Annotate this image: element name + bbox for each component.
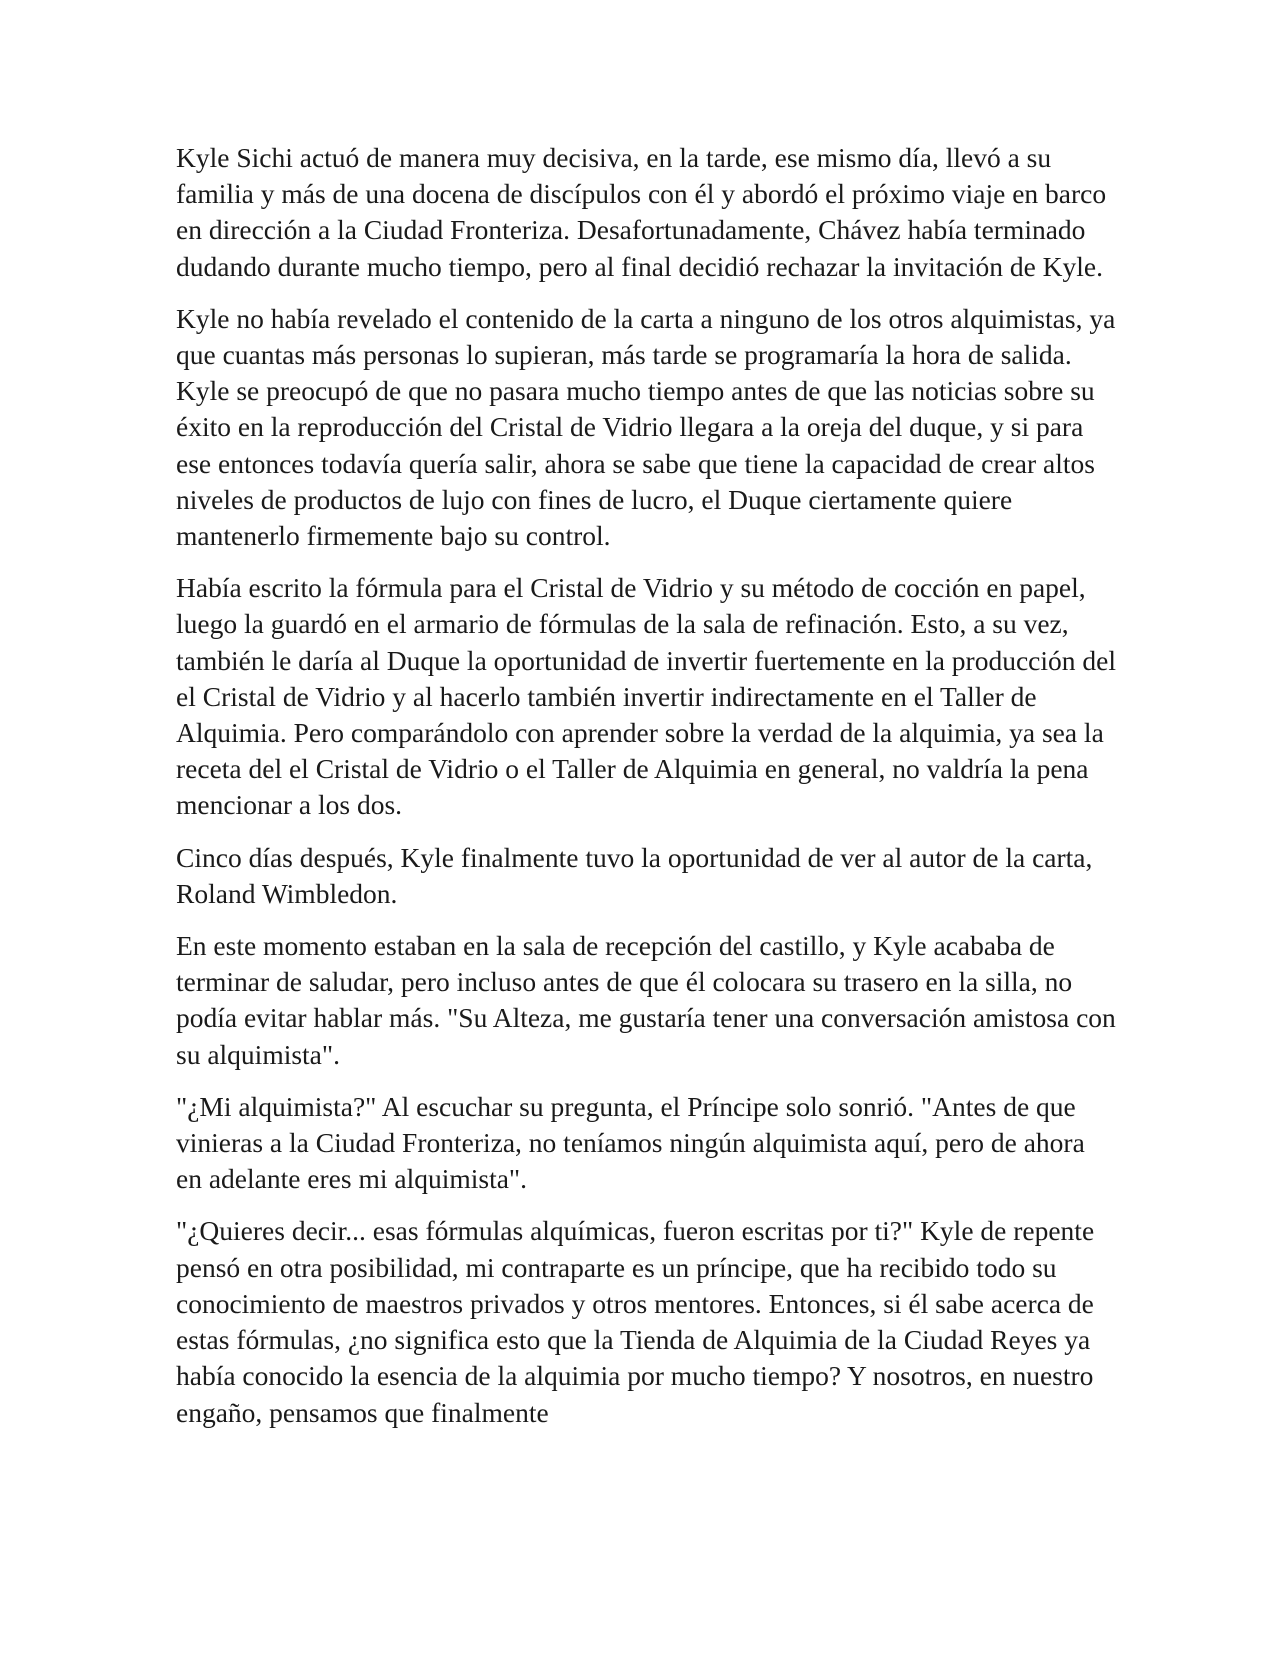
paragraph: Kyle Sichi actuó de manera muy decisiva, en la tarde, ese mismo día, llevó a su familia y más de una docena de discípulos con él y abordó el próximo viaje en barco en dirección a la Ciudad Fronteriza. Desafortunadamente, Chávez había terminado dudando durante mucho tiempo, pero al final decidió rechazar la invitación de Kyle. (176, 142, 1107, 282)
paragraph: Kyle no había revelado el contenido de la carta a ninguno de los otros alquimistas, ya que cuantas más personas lo supieran, más tarde se programaría la hora de salida. Kyle se preocupó de que no pasara mucho tiempo antes de que las noticias sobre su éxito en la reproducción del Cristal de Vidrio llegara a la oreja del duque, y si para ese entonces todavía quería salir, ahora se sabe que tiene la capacidad de crear altos niveles de productos de lujo con fines de lucro, el Duque ciertamente quiere mantenerlo firmemente bajo su control. (176, 302, 1116, 552)
paragraph: Había escrito la fórmula para el Cristal de Vidrio y su método de cocción en papel, luego la guardó en el armario de fórmulas de la sala de refinación. Esto, a su vez, también le daría al Duque la oportunidad de invertir fuertemente en la producción del el Cristal de Vidrio y al hacerlo también invertir indirectamente en el Taller de Alquimia. Pero comparándolo con aprender sobre la verdad de la alquimia, ya sea la receta del el Cristal de Vidrio o el Taller de Alquimia en general, no valdría la pena mencionar a los dos. (176, 572, 1116, 821)
paragraph: En este momento estaban en la sala de recepción del castillo, y Kyle acababa de terminar de saludar, pero incluso antes de que él colocara su trasero en la silla, no podía evitar hablar más. "Su Alteza, me gustaría tener una conversación amistosa con su alquimista". (176, 930, 1116, 1070)
paragraph: "¿Mi alquimista?" Al escuchar su pregunta, el Príncipe solo sonrió. "Antes de que vinieras a la Ciudad Fronteriza, no teníamos ningún alquimista aquí, pero de ahora en adelante eres mi alquimista". (176, 1090, 1085, 1195)
document-page (176, 140, 1116, 1447)
paragraph: "¿Quieres decir... esas fórmulas alquímicas, fueron escritas por ti?" Kyle de repente pensó en otra posibilidad, mi contraparte es un príncipe, que ha recibido todo su conocimiento de maestros privados y otros mentores. Entonces, si él sabe acerca de estas fórmulas, ¿no significa esto que la Tienda de Alquimia de la Ciudad Reyes ya había conocido la esencia de la alquimia por mucho tiempo? Y nosotros, en nuestro engaño, pensamos que finalmente (176, 1215, 1095, 1428)
paragraph: Cinco días después, Kyle finalmente tuvo la oportunidad de ver al autor de la carta, Roland Wimbledon. (176, 841, 1093, 909)
